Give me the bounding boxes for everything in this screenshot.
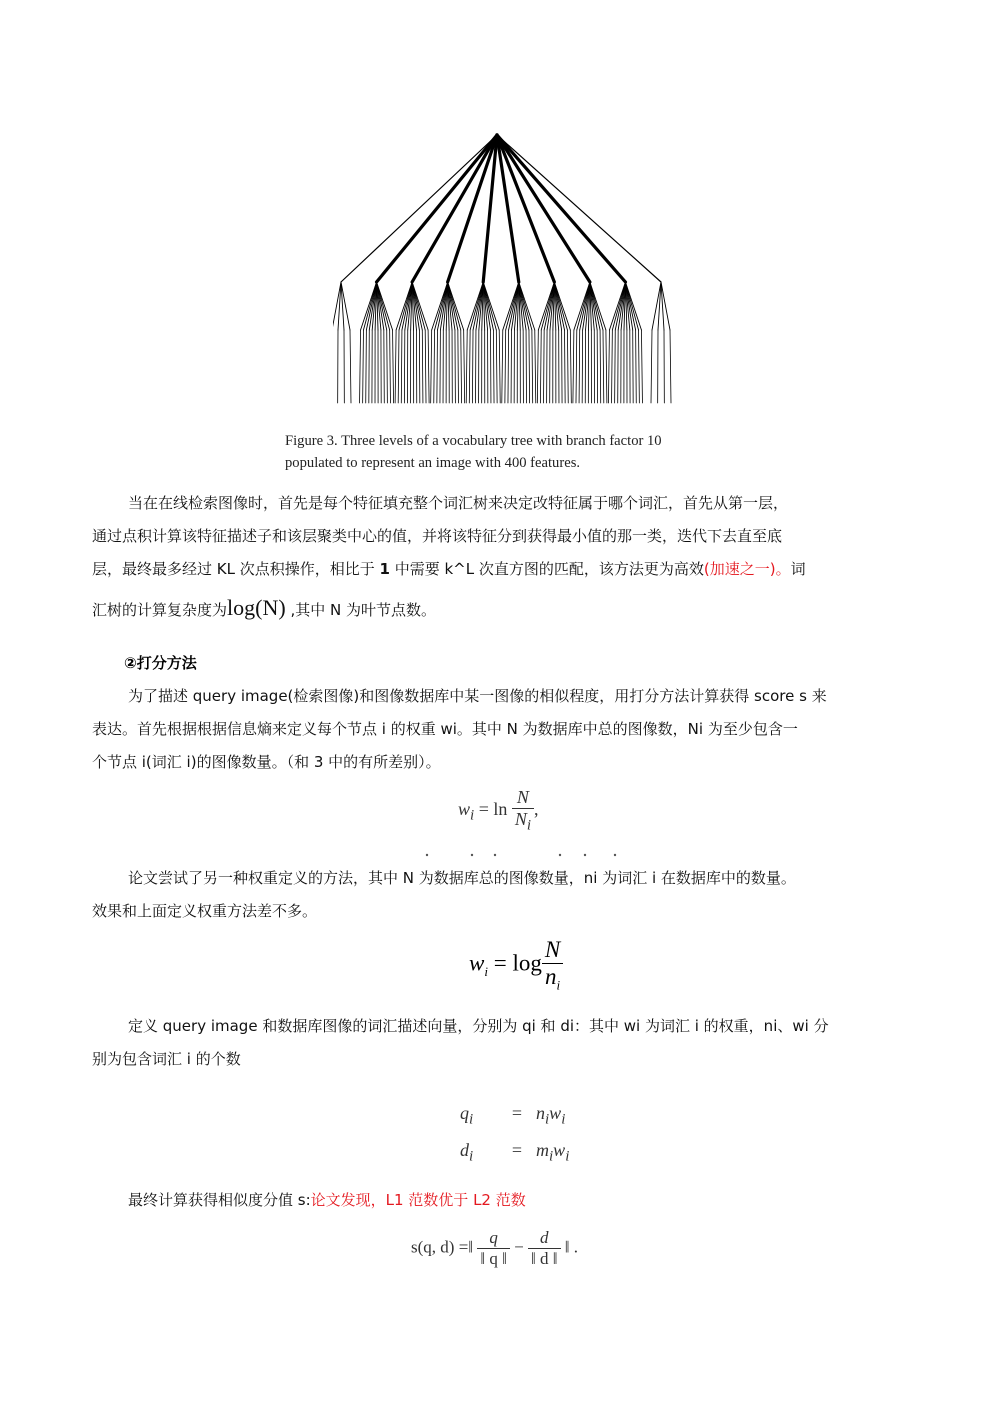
paragraph-online-search xyxy=(92,487,912,632)
p1-line-3: 层，最终最多经过 KL 次点积操作，相比于 1 中需要 k^L 次直方图的匹配，该方法更为高效(加速之一)。词 xyxy=(92,560,806,578)
complexity-formula: log(N) xyxy=(227,595,286,620)
equation-d-row: $d_i = m_iw_i$ xyxy=(460,1139,570,1165)
equation-vectors xyxy=(460,1098,569,1171)
p3-line-1: 论文尝试了另一种权重定义的方法，其中 N 为数据库总的图像数量，ni 为词汇 i 在数据库中的数量。 xyxy=(128,869,796,887)
tree-leaf xyxy=(576,330,577,403)
tree-leaf xyxy=(502,330,503,403)
tree-leaf xyxy=(537,330,538,403)
p2-line-2: 表达。首先根据根据信息熵来定义每个节点 i 的权重 wi。其中 N 为数据库中总的图像数，Ni 为至少包含一 xyxy=(92,720,798,738)
tree-leaf xyxy=(469,330,470,403)
tree-leaf xyxy=(508,330,509,403)
tree-branch-level1 xyxy=(377,135,497,282)
tree-leaf xyxy=(579,330,580,403)
tree-leaf xyxy=(425,330,426,403)
tree-leaf xyxy=(393,330,394,403)
tree-leaf xyxy=(505,330,506,403)
tree-leaf xyxy=(608,330,609,403)
tree-leaf xyxy=(636,330,637,403)
tree-branch-level1 xyxy=(497,135,590,282)
tree-leaf xyxy=(535,330,536,403)
tree-leaf xyxy=(387,330,388,403)
equation-weight-log: $w_i = \log$ $\frac{N}{n_i}$ xyxy=(469,937,563,994)
tree-leaf xyxy=(529,330,530,403)
tree-leaf xyxy=(431,330,432,403)
tree-leaf xyxy=(670,330,671,403)
tree-leaf xyxy=(641,330,642,403)
paragraph-final-score xyxy=(92,1184,912,1217)
p1-line-1: 当在在线检索图像时，首先是每个特征填充整个词汇树来决定改特征属于哪个词汇，首先从第一层， xyxy=(128,494,789,512)
tree-leaf xyxy=(651,330,652,403)
paragraph-vectors xyxy=(92,1010,912,1076)
section-heading-scoring: ②打分方法 xyxy=(124,654,197,672)
p4-line-1: 定义 query image 和数据库图像的词汇描述向量，分别为 qi 和 di：其中 wi 为词汇 i 的权重，ni、wi 分 xyxy=(128,1017,829,1035)
tree-leaf xyxy=(570,330,571,403)
tree-leaf xyxy=(466,330,467,403)
tree-leaf xyxy=(567,330,568,403)
equation-score: s(q, d) =‖ $\frac{q}{‖ q ‖}$ − $\frac{d}{‖ d ‖}$ ‖ . xyxy=(411,1228,579,1268)
tree-leaf xyxy=(360,330,361,403)
tree-leaf xyxy=(350,330,351,403)
tree-leaf xyxy=(600,330,601,403)
tree-leaf xyxy=(458,330,459,403)
tree-leaf xyxy=(422,330,423,403)
tree-leaf xyxy=(366,330,367,403)
tree-leaf xyxy=(565,330,566,403)
tree-leaf xyxy=(540,330,541,403)
paragraph-scoring xyxy=(92,680,912,779)
tree-leaf xyxy=(573,330,574,403)
tree-leaf xyxy=(603,330,604,403)
vocabulary-tree-figure xyxy=(333,132,683,406)
tree-branch-level1 xyxy=(497,135,661,282)
tree-leaf xyxy=(428,330,429,403)
paragraph-alt-weight xyxy=(92,862,912,928)
tree-leaf xyxy=(437,330,438,403)
p1-line-2: 通过点积计算该特征描述子和该层聚类中心的值，并将该特征分到获得最小值的那一类，迭代下去直至底 xyxy=(92,527,783,545)
tree-leaf xyxy=(612,330,613,403)
tree-leaf xyxy=(532,330,533,403)
tree-leaf xyxy=(434,330,435,403)
p1-line-4: 汇树的计算复杂度为log(N) ,其中 N 为叶节点数。 xyxy=(92,595,436,620)
p4-line-2: 别为包含词汇 i 的个数 xyxy=(92,1050,241,1068)
highlight-l1-norm: 论文发现，L1 范数优于 L2 范数 xyxy=(310,1191,526,1209)
tree-leaf xyxy=(395,330,396,403)
tree-leaf xyxy=(401,330,402,403)
scan-artifact-dots xyxy=(425,853,620,857)
highlight-acceleration: (加速之一)。 xyxy=(703,560,791,578)
p3-line-2: 效果和上面定义权重方法差不多。 xyxy=(92,902,318,920)
p2-line-1: 为了描述 query image(检索图像)和图像数据库中某一图像的相似程度，用打分方法计算获得 score s 来 xyxy=(128,687,827,705)
caption-line-2: populated to represent an image with 400 features. xyxy=(285,455,581,471)
tree-leaf xyxy=(472,330,473,403)
tree-leaf xyxy=(390,330,391,403)
tree-leaf xyxy=(461,330,462,403)
tree-leaf xyxy=(499,330,500,403)
tree-branch-level1 xyxy=(497,135,554,282)
tree-leaf xyxy=(496,330,497,403)
tree-leaf xyxy=(615,330,616,403)
tree-leaf xyxy=(639,330,640,403)
p5-line: 最终计算获得相似度分值 s:论文发现，L1 范数优于 L2 范数 xyxy=(128,1191,526,1209)
tree-leaf xyxy=(363,330,364,403)
p2-line-3: 个节点 i(词汇 i)的图像数量。（和 3 中的有所差别）。 xyxy=(92,753,441,771)
figure-caption xyxy=(285,430,765,474)
tree-leaf xyxy=(398,330,399,403)
tree-leaf xyxy=(464,330,465,403)
tree-leaf xyxy=(606,330,607,403)
tree-leaf xyxy=(493,330,494,403)
tree-leaf xyxy=(544,330,545,403)
equation-weight-ln: $w_i = \ln$ $\frac{N}{N_i}$ , xyxy=(458,787,539,834)
caption-line-1: Figure 3. Three levels of a vocabulary tree with branch factor 10 xyxy=(285,433,662,449)
equation-q-row: $q_i = n_iw_i$ xyxy=(460,1103,566,1128)
